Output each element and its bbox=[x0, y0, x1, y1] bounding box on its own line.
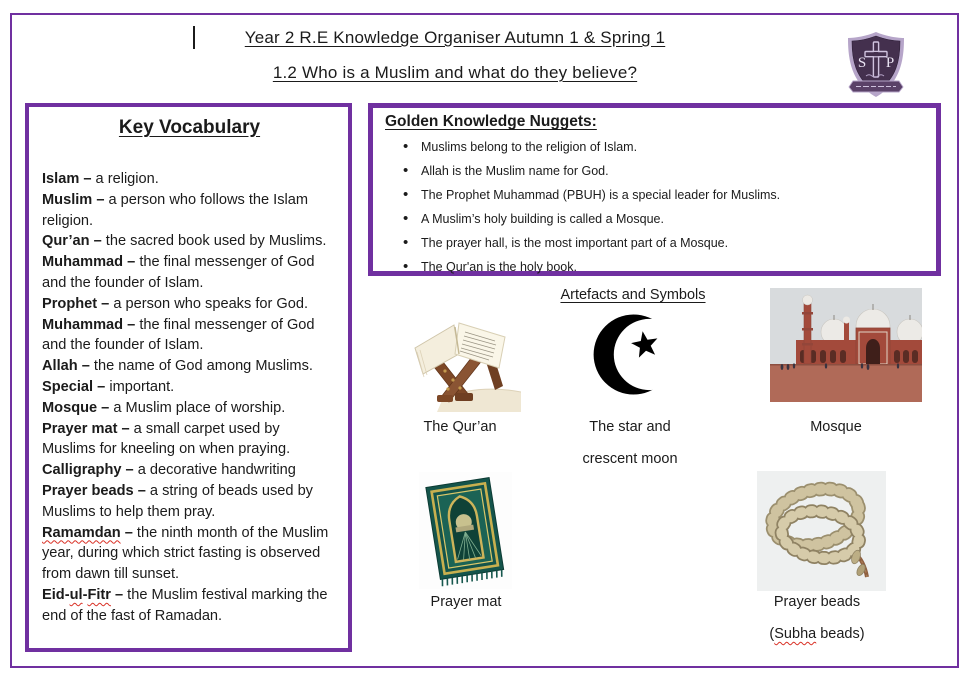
vocab-entry: Muhammad – the final messenger of God and the founder of Islam. bbox=[42, 254, 315, 291]
vocab-list bbox=[42, 169, 337, 627]
vocab-entry: Muslim – a person who follows the Islam religion. bbox=[42, 191, 309, 229]
star-and-crescent-icon bbox=[586, 307, 666, 402]
prayer-beads-image bbox=[757, 471, 886, 596]
mosque-image bbox=[770, 288, 922, 407]
mosque-photo bbox=[770, 288, 922, 402]
page-subtitle: 1.2 Who is a Muslim and what do they believe? bbox=[272, 63, 638, 82]
vocab-entry: Prayer beads – a string of beads used by Muslims to help them pray. bbox=[42, 482, 313, 520]
vocab-entry: Calligraphy – a decorative handwriting bbox=[42, 462, 296, 479]
prayer-mat-photo bbox=[419, 472, 512, 589]
label-mosque: Mosque bbox=[810, 419, 862, 435]
svg-text:P: P bbox=[885, 55, 895, 71]
label-star-and-crescent-line2: crescent moon bbox=[582, 451, 678, 467]
prayer-mat-image bbox=[419, 472, 512, 594]
nugget-bullet: • The prayer hall, is the most important part of a Mosque. bbox=[385, 236, 924, 250]
svg-text:S: S bbox=[857, 55, 867, 71]
label-prayer-beads-line2: (Subha beads) bbox=[769, 626, 865, 642]
golden-nuggets-title: Golden Knowledge Nuggets: bbox=[385, 113, 597, 130]
nugget-bullet: • Muslims belong to the religion of Islam. bbox=[385, 140, 924, 154]
vocab-entry: Eid-ul-Fitr – the Muslim festival marking the end of the fast of Ramadan. bbox=[42, 586, 328, 624]
school-crest-logo bbox=[845, 31, 907, 106]
star-and-crescent-image bbox=[586, 307, 666, 407]
golden-knowledge-nuggets-box bbox=[368, 103, 941, 276]
quran-book-icon bbox=[397, 296, 521, 412]
vocab-entry: Prophet – a person who speaks for God. bbox=[42, 295, 309, 312]
vocab-entry: Islam – a religion. bbox=[42, 171, 159, 187]
page-title: Year 2 R.E Knowledge Organiser Autumn 1 & Spring 1 bbox=[244, 28, 666, 47]
prayer-beads-photo bbox=[757, 471, 886, 591]
nugget-bullet: • Allah is the Muslim name for God. bbox=[385, 164, 924, 178]
key-vocabulary-box bbox=[25, 103, 352, 652]
golden-nuggets-list bbox=[385, 140, 924, 274]
vocab-entry: Prayer mat – a small carpet used by Muslims for kneeling on when praying. bbox=[42, 420, 291, 458]
shield-crest-icon bbox=[845, 31, 907, 101]
vocab-entry: Ramamdan – the ninth month of the Muslim year, during which strict fasting is observed from dawn till sunset. bbox=[42, 524, 329, 583]
label-prayer-beads-line1: Prayer beads bbox=[773, 594, 861, 610]
cross-icon bbox=[873, 42, 878, 77]
vocab-entry: Mosque – a Muslim place of worship. bbox=[42, 399, 286, 416]
vocab-entry: Qur’an – the sacred book used by Muslims. bbox=[42, 233, 327, 250]
label-prayer-mat: Prayer mat bbox=[430, 594, 502, 610]
nugget-bullet: • The Prophet Muhammad (PBUH) is a special leader for Muslims. bbox=[385, 188, 924, 202]
label-star-and-crescent-line1: The star and bbox=[589, 419, 671, 435]
vocab-entry: Muhammad – the final messenger of God and the founder of Islam. bbox=[42, 316, 315, 354]
artefacts-heading: Artefacts and Symbols bbox=[560, 287, 706, 303]
nugget-bullet: • The Qur'an is the holy book. bbox=[385, 260, 924, 274]
text-cursor bbox=[193, 26, 195, 49]
vocab-entry: Allah – the name of God among Muslims. bbox=[42, 358, 313, 375]
nugget-bullet: • A Muslim’s holy building is called a Mosque. bbox=[385, 212, 924, 226]
key-vocabulary-title: Key Vocabulary bbox=[118, 117, 261, 138]
vocab-entry: Special – important. bbox=[42, 378, 175, 395]
label-the-quran: The Qur’an bbox=[423, 419, 497, 435]
quran-image bbox=[397, 296, 521, 417]
